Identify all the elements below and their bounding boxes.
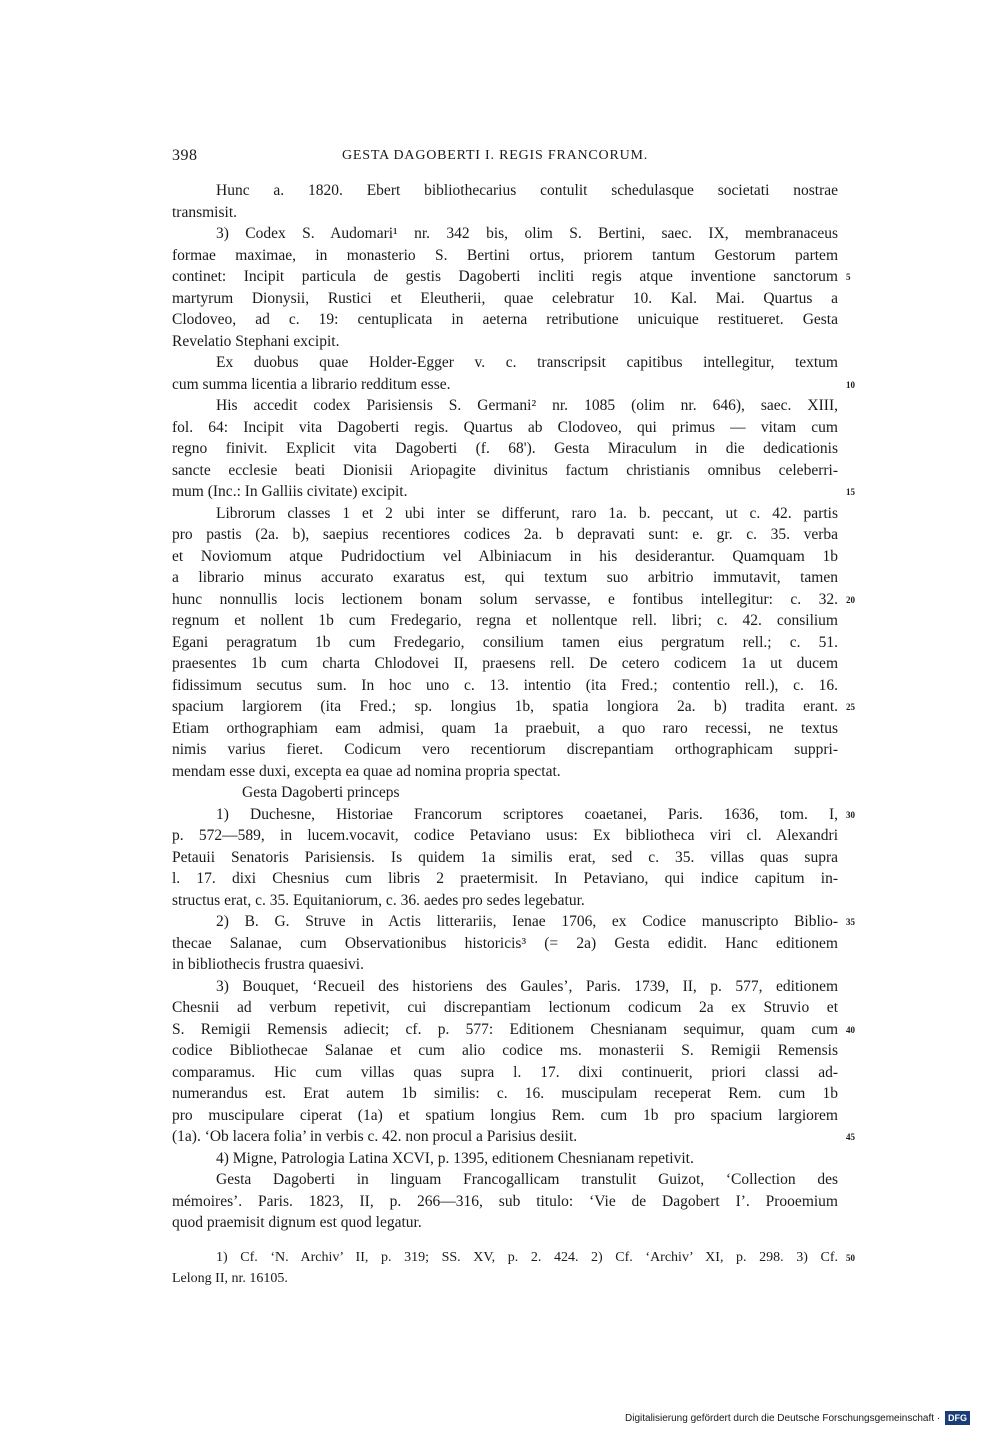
line-number: 15 xyxy=(846,487,855,497)
digitization-credit xyxy=(625,1411,993,1425)
line-text: (1a). ‘Ob lacera folia’ in verbis c. 42. non procul a Parisius desiit. xyxy=(172,1128,578,1145)
line-text: spacium largiorem (ita Fred.; sp. longius 1b, spatia longiora 2a. b) tradita erant. xyxy=(172,698,838,715)
text-line xyxy=(172,223,838,245)
line-text: 3) Codex S. Audomari¹ nr. 342 bis, olim S. Bertini, saec. IX, membranaceus xyxy=(216,225,838,242)
text-line xyxy=(172,481,855,503)
text-line xyxy=(172,610,838,632)
page-number: 398 xyxy=(172,147,198,164)
dfg-logo: DFG xyxy=(945,1411,970,1425)
text-line xyxy=(172,202,838,224)
line-text: comparamus. Hic cum villas quas supra l. 17. dixi continuerit, priori classi ad- xyxy=(172,1063,838,1081)
line-text: fol. 64: Incipit vita Dagoberti regis. Quartus ab Clodoveo, qui primus — vitam cum xyxy=(172,418,838,436)
line-text: S. Remigii Remensis adiecit; cf. p. 577: Editionem Chesnianam sequimur, quam cum xyxy=(172,1020,838,1038)
text-line xyxy=(172,1212,838,1234)
text-line xyxy=(172,546,838,568)
line-text: Clodoveo, ad c. 19: centuplicata in aeterna retributione unicuique restitueret. Gesta xyxy=(172,311,838,328)
text-line xyxy=(172,890,838,912)
line-text: Lelong II, nr. 16105. xyxy=(172,1271,288,1286)
line-text: continet: Incipit particula de gestis Dagoberti incliti regis atque inventione sanctorum xyxy=(172,268,838,285)
line-text: hunc nonnullis locis lectionem bonam solum servasse, e fontibus intellegitur: c. 32. xyxy=(172,590,838,608)
line-text: thecae Salanae, cum Observationibus historicis³ (= 2a) Gesta edidit. Hanc editionem xyxy=(172,934,838,952)
line-text: transmisit. xyxy=(172,203,238,221)
text-line xyxy=(172,266,851,288)
line-text: nimis varius fieret. Codicum vero recentiorum discrepantiam orthographicam suppri- xyxy=(172,741,838,758)
line-text: l. 17. dixi Chesnius cum libris 2 praetermisit. In Petaviano, qui indice capitum in- xyxy=(172,870,838,887)
text-line xyxy=(172,976,838,998)
text-line xyxy=(172,352,838,374)
line-text: et Noviomum atque Pudridoctium vel Albiniacum in his desiderantur. Quamquam 1b xyxy=(172,547,838,565)
line-number: 45 xyxy=(846,1132,855,1142)
text-line xyxy=(172,696,855,718)
line-text: cum summa licentia a librario redditum esse. xyxy=(172,375,451,393)
line-text: Egani peragratum 1b cum Fredegario, consilium tamen eius pergratum rell.; c. 51. xyxy=(172,633,838,651)
line-text: regno finivit. Explicit vita Dagoberti (f. 68'). Gesta Miraculum in die dedicationis xyxy=(172,440,838,457)
line-text: pro muscipulare ciperat (1a) et spatium longius Rem. cum 1b pro spacium largiorem xyxy=(172,1106,838,1124)
line-text: Chesnii ad verbum repetivit, cui discrepantiam lectionum codicum 2a ex Struvio et xyxy=(172,999,838,1016)
line-text: Revelatio Stephani excipit. xyxy=(172,332,340,350)
line-text: His accedit codex Parisiensis S. Germani² nr. 1085 (olim nr. 646), saec. XIII, xyxy=(216,397,838,414)
line-number: 35 xyxy=(846,917,855,927)
line-text: in bibliothecis frustra quaesivi. xyxy=(172,956,364,973)
text-line xyxy=(172,632,838,654)
line-number: 50 xyxy=(846,1252,855,1263)
line-number: 10 xyxy=(846,379,855,390)
text-line xyxy=(172,675,838,697)
text-line xyxy=(172,1083,838,1105)
text-line xyxy=(172,825,838,847)
line-text: codice Bibliothecae Salanae et cum alio codice ms. monasterii S. Remigii Remensis xyxy=(172,1042,838,1059)
text-line xyxy=(172,653,838,675)
text-line xyxy=(172,1105,838,1127)
line-text: martyrum Dionysii, Rustici et Eleutherii, quae celebratur 10. Kal. Mai. Quartus a xyxy=(172,289,838,307)
line-text: Librorum classes 1 et 2 ubi inter se differunt, raro 1a. b. peccant, ut c. 42. partis xyxy=(216,504,838,522)
text-line xyxy=(172,309,838,331)
line-text: numerandus est. Erat autem 1b similis: c. 16. muscipulam receperat Rem. cum 1b xyxy=(172,1085,838,1102)
text-line xyxy=(172,804,855,826)
text-line xyxy=(172,245,838,267)
text-line xyxy=(172,524,838,546)
line-text: p. 572—589, in lucem.vocavit, codice Petaviano usus: Ex bibliotheca viri cl. Alexandri xyxy=(172,827,838,844)
text-line xyxy=(172,180,838,202)
line-text: 1) Cf. ‘N. Archiv’ II, p. 319; SS. XV, p. 2. 424. 2) Cf. ‘Archiv’ XI, p. 298. 3) Cf. xyxy=(216,1249,838,1265)
line-text: regnum et nollent 1b cum Fredegario, regna et nollentque rell. libri; c. 42. consilium xyxy=(172,612,838,629)
text-line xyxy=(172,288,838,310)
text-line xyxy=(172,1126,855,1148)
text-line xyxy=(172,417,838,439)
text-line xyxy=(172,1191,838,1213)
text-line xyxy=(172,395,838,417)
text-line xyxy=(172,460,838,482)
line-text: Gesta Dagoberti princeps xyxy=(242,784,400,801)
line-number: 5 xyxy=(846,272,851,282)
text-line xyxy=(172,782,838,804)
text-line xyxy=(172,1169,838,1191)
text-line xyxy=(172,503,838,525)
line-text: quod praemisit dignum est quod legatur. xyxy=(172,1214,422,1231)
text-line xyxy=(172,1019,855,1041)
text-line xyxy=(172,933,838,955)
text-line xyxy=(172,761,838,783)
line-text: sancte ecclesie beati Dionisii Ariopagite divinitus factum christianis omnibus celeberri- xyxy=(172,461,838,479)
text-line xyxy=(172,868,838,890)
body-text xyxy=(172,180,855,1290)
running-title: GESTA DAGOBERTI I. REGIS FRANCORUM. xyxy=(342,148,649,163)
line-text: 4) Migne, Patrologia Latina XCVI, p. 1395, editionem Chesnianam repetivit. xyxy=(216,1149,694,1167)
text-line xyxy=(172,374,855,396)
line-text: structus erat, c. 35. Equitaniorum, c. 36. aedes pro sedes legebatur. xyxy=(172,891,585,909)
text-line xyxy=(172,1040,838,1062)
line-text: mendam esse duxi, excepta ea quae ad nomina propria spectat. xyxy=(172,762,561,780)
footnote-line xyxy=(172,1268,838,1290)
line-text: formae maximae, in monasterio S. Bertini ortus, priorem tantum Gestorum partem xyxy=(172,246,838,264)
line-text: Etiam orthographiam eam admisi, quam 1a praebuit, a quo raro recessi, ne textus xyxy=(172,719,838,737)
line-text: fidissimum secutus sum. In hoc uno c. 13. intentio (ita Fred.; contentio rell.), c. 16. xyxy=(172,676,838,694)
text-line xyxy=(172,954,838,976)
line-text: 2) B. G. Struve in Actis litterariis, Ienae 1706, ex Codice manuscripto Biblio- xyxy=(216,913,838,930)
footnote-separator xyxy=(172,1234,838,1247)
line-text: pro pastis (2a. b), saepius recentiores codices 2a. b depravati sunt: e. gr. c. 35. verba xyxy=(172,526,838,543)
footnote-line xyxy=(172,1247,855,1269)
line-number: 25 xyxy=(846,702,855,712)
text-line xyxy=(172,438,838,460)
credit-text: Digitalisierung gefördert durch die Deutsche Forschungsgemeinschaft · xyxy=(625,1413,941,1424)
line-number: 40 xyxy=(846,1024,855,1035)
line-number: 30 xyxy=(846,809,855,820)
text-line xyxy=(172,718,838,740)
line-text: 1) Duchesne, Historiae Francorum scriptores coaetanei, Paris. 1636, tom. I, xyxy=(216,805,838,823)
text-line xyxy=(172,589,855,611)
line-text: mum (Inc.: In Galliis civitate) excipit. xyxy=(172,483,408,500)
text-line xyxy=(172,739,838,761)
text-line xyxy=(172,997,838,1019)
line-text: Petauii Senatoris Parisiensis. Is quidem 1a similis erat, sed c. 35. villas quas supra xyxy=(172,848,838,866)
line-text: mémoires’. Paris. 1823, II, p. 266—316, sub titulo: ‘Vie de Dagobert I’. Prooemium xyxy=(172,1192,838,1210)
line-number: 20 xyxy=(846,594,855,605)
text-line xyxy=(172,1062,838,1084)
text-line xyxy=(172,847,838,869)
line-text: a librario minus accurato exaratus est, qui textum suo arbitrio immutavit, tamen xyxy=(172,569,838,586)
text-line xyxy=(172,1148,838,1170)
page-header xyxy=(172,147,838,167)
text-line xyxy=(172,911,855,933)
line-text: Ex duobus quae Holder-Egger v. c. transcripsit capitibus intellegitur, textum xyxy=(216,354,838,371)
line-text: Gesta Dagoberti in linguam Francogallicam transtulit Guizot, ‘Collection des xyxy=(216,1171,838,1188)
text-line xyxy=(172,331,838,353)
line-text: praesentes 1b cum charta Chlodovei II, praesens rell. De cetero codicem 1a ut ducem xyxy=(172,655,838,672)
line-text: Hunc a. 1820. Ebert bibliothecarius contulit schedulasque societati nostrae xyxy=(216,182,838,199)
text-line xyxy=(172,567,838,589)
line-text: 3) Bouquet, ‘Recueil des historiens des Gaules’, Paris. 1739, II, p. 577, editionem xyxy=(216,977,838,995)
